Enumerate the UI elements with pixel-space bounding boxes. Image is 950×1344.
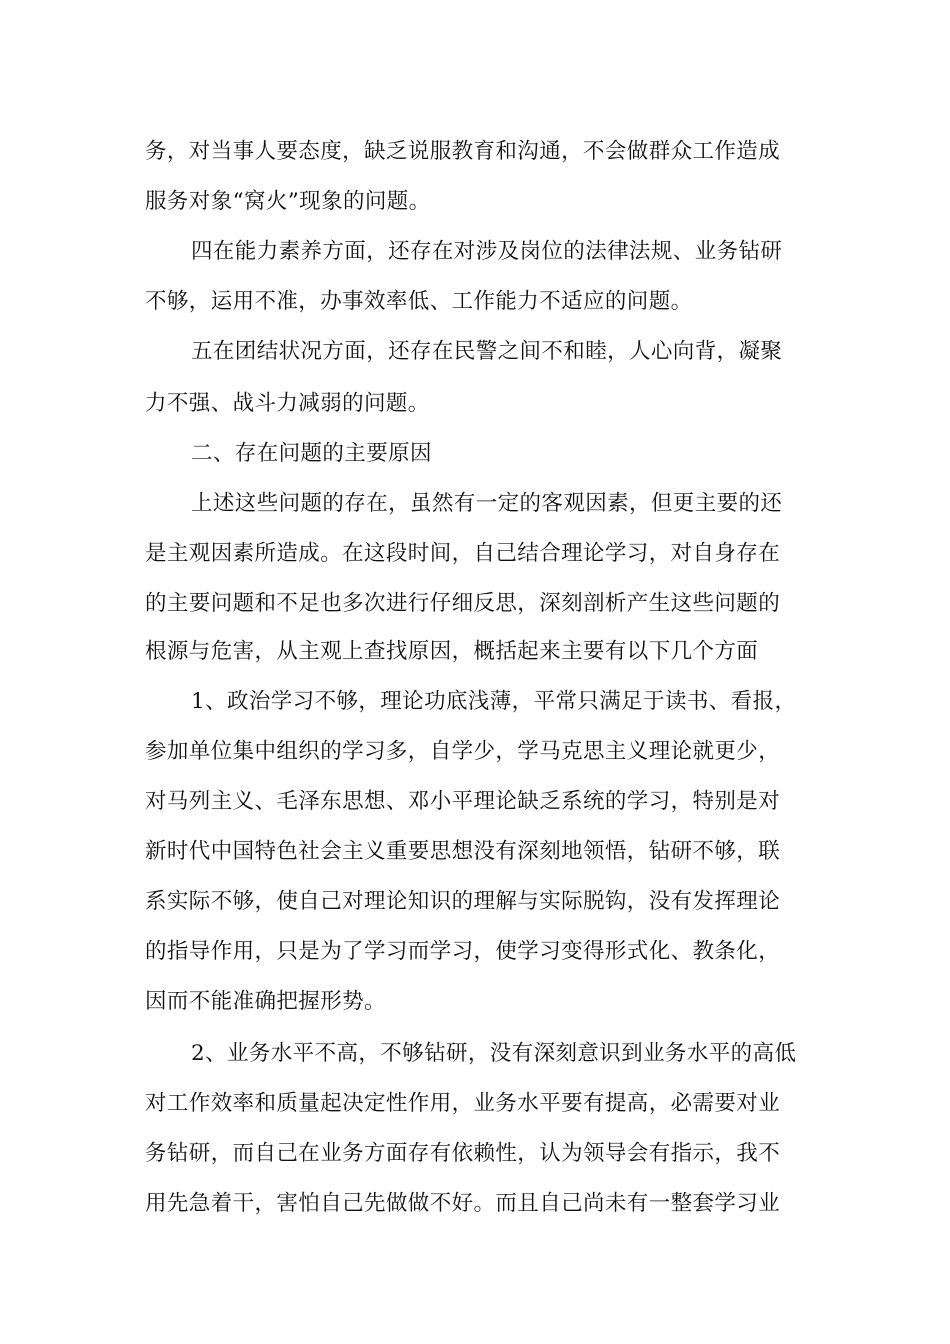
text-line: 是主观因素所造成。在这段时间，自己结合理论学习，对自身存在 bbox=[145, 541, 781, 566]
section-heading: 二、存在问题的主要原因 bbox=[191, 441, 432, 466]
text-line: 力不强、战斗力减弱的问题。 bbox=[145, 391, 430, 416]
paragraph-start: 1、政治学习不够，理论功底浅薄，平常只满足于读书、看报， bbox=[191, 689, 797, 714]
text-line: 的主要问题和不足也多次进行仔细反思，深刻剖析产生这些问题的 bbox=[145, 591, 781, 616]
text-line: 务，对当事人要态度，缺乏说服教育和沟通，不会做群众工作造成 bbox=[145, 139, 781, 164]
text-line: 系实际不够，使自己对理论知识的理解与实际脱钩，没有发挥理论 bbox=[145, 889, 781, 914]
paragraph-start: 四在能力素养方面，还存在对涉及岗位的法律法规、业务钻研 bbox=[191, 239, 783, 264]
text-line: 因而不能准确把握形势。 bbox=[145, 989, 386, 1014]
paragraph-start: 上述这些问题的存在，虽然有一定的客观因素，但更主要的还 bbox=[191, 491, 783, 516]
text-line: 不够，运用不准，办事效率低、工作能力不适应的问题。 bbox=[145, 289, 693, 314]
paragraph-start: 2、业务水平不高，不够钻研，没有深刻意识到业务水平的高低 bbox=[191, 1041, 797, 1066]
text-line: 新时代中国特色社会主义重要思想没有深刻地领悟，钻研不够，联 bbox=[145, 839, 781, 864]
text-line: 用先急着干，害怕自己先做做不好。而且自己尚未有一整套学习业 bbox=[145, 1191, 781, 1216]
paragraph-start: 五在团结状况方面，还存在民警之间不和睦，人心向背，凝聚 bbox=[191, 339, 783, 364]
text-line: 参加单位集中组织的学习多，自学少，学马克思主义理论就更少， bbox=[145, 739, 781, 764]
text-line: 对工作效率和质量起决定性作用，业务水平要有提高，必需要对业 bbox=[145, 1091, 781, 1116]
text-line: 的指导作用，只是为了学习而学习，使学习变得形式化、教条化， bbox=[145, 939, 781, 964]
text-line: 务钻研，而自己在业务方面存有依赖性，认为领导会有指示，我不 bbox=[145, 1141, 781, 1166]
text-line: 对马列主义、毛泽东思想、邓小平理论缺乏系统的学习，特别是对 bbox=[145, 789, 781, 814]
text-line: 服务对象“窝火”现象的问题。 bbox=[145, 189, 431, 214]
text-line: 根源与危害，从主观上查找原因，概括起来主要有以下几个方面 bbox=[145, 639, 759, 664]
